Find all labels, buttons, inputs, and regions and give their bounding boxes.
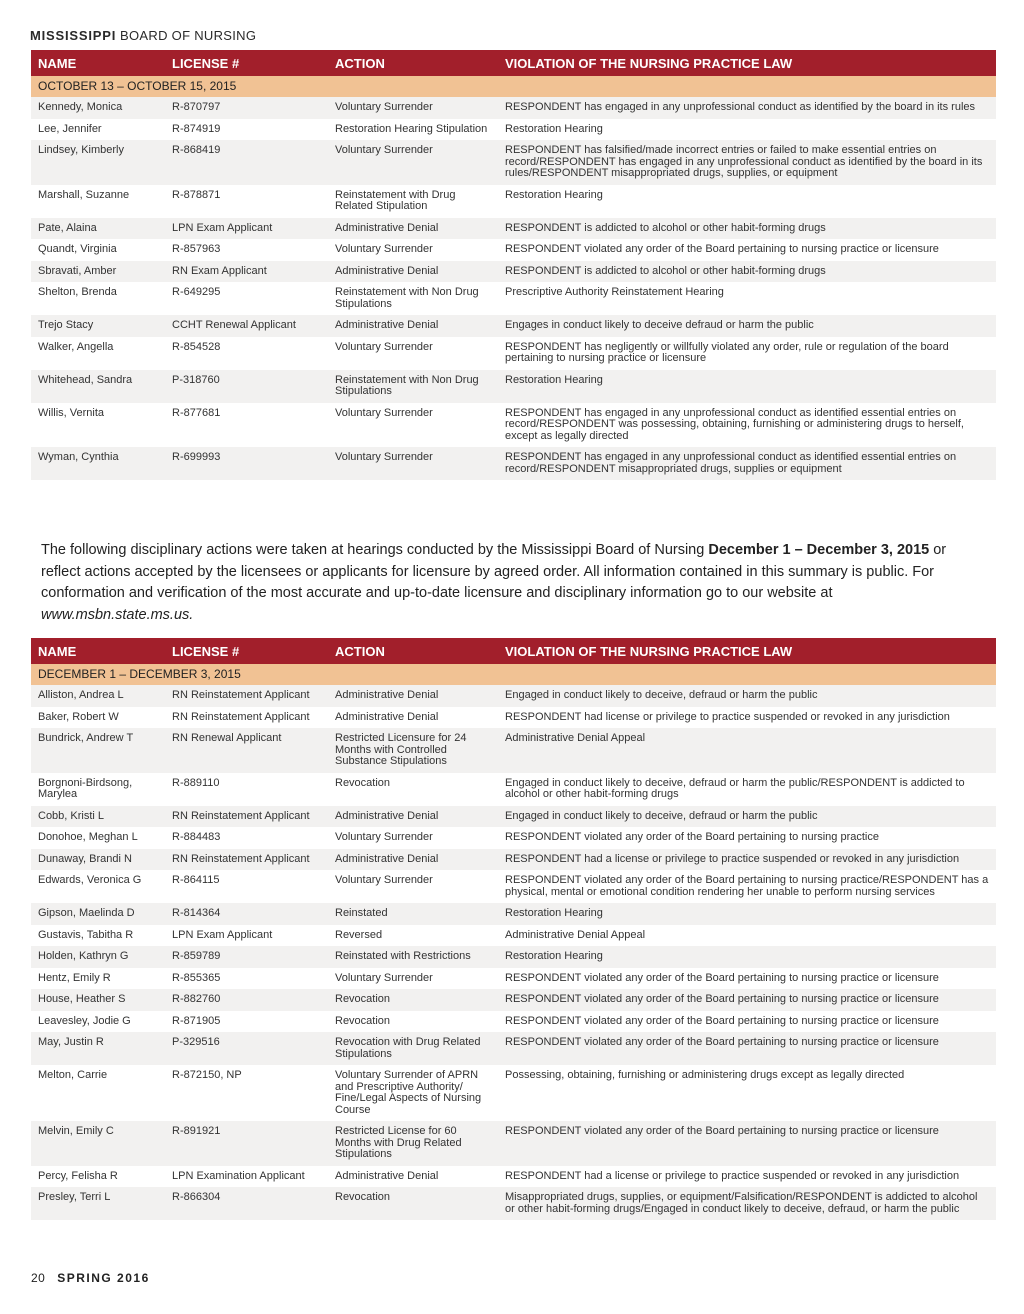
cell-name: Dunaway, Brandi N bbox=[31, 849, 165, 871]
cell-name: Whitehead, Sandra bbox=[31, 370, 165, 403]
cell-violation: Restoration Hearing bbox=[498, 903, 996, 925]
cell-name: Shelton, Brenda bbox=[31, 282, 165, 315]
section-date-range: OCTOBER 13 – OCTOBER 15, 2015 bbox=[31, 76, 996, 97]
cell-license: RN Exam Applicant bbox=[165, 261, 328, 283]
cell-license: R-699993 bbox=[165, 447, 328, 480]
cell-action: Administrative Denial bbox=[328, 261, 498, 283]
table-row bbox=[31, 1032, 996, 1065]
cell-action: Reversed bbox=[328, 925, 498, 947]
cell-license: R-864115 bbox=[165, 870, 328, 903]
cell-name: Trejo Stacy bbox=[31, 315, 165, 337]
cell-action: Revocation bbox=[328, 773, 498, 806]
cell-action: Reinstatement with Non Drug Stipulations bbox=[328, 282, 498, 315]
cell-action: Voluntary Surrender bbox=[328, 447, 498, 480]
cell-license: R-871905 bbox=[165, 1011, 328, 1033]
cell-violation: RESPONDENT violated any order of the Board pertaining to nursing practice or licensure bbox=[498, 1032, 996, 1065]
cell-action: Voluntary Surrender bbox=[328, 239, 498, 261]
table-row bbox=[31, 1166, 996, 1188]
table-row bbox=[31, 773, 996, 806]
cell-action: Restricted License for 60 Months with Drug Related Stipulations bbox=[328, 1121, 498, 1166]
cell-license: R-882760 bbox=[165, 989, 328, 1011]
cell-violation: Engaged in conduct likely to deceive, defraud or harm the public bbox=[498, 806, 996, 828]
cell-violation: Misappropriated drugs, supplies, or equipment/Falsification/RESPONDENT is addicted to alcohol or other habit-forming drugs/Engaged in conduct likely to deceive, defraud, or harm the public bbox=[498, 1187, 996, 1220]
column-header-license: LICENSE # bbox=[165, 638, 328, 664]
cell-action: Restricted Licensure for 24 Months with Controlled Substance Stipulations bbox=[328, 728, 498, 773]
cell-name: Walker, Angella bbox=[31, 337, 165, 370]
table-header-row bbox=[31, 638, 996, 664]
cell-name: Cobb, Kristi L bbox=[31, 806, 165, 828]
cell-action: Administrative Denial bbox=[328, 1166, 498, 1188]
cell-violation: RESPONDENT had license or privilege to practice suspended or revoked in any jurisdiction bbox=[498, 707, 996, 729]
cell-license: R-649295 bbox=[165, 282, 328, 315]
cell-license: R-884483 bbox=[165, 827, 328, 849]
cell-license: R-868419 bbox=[165, 140, 328, 185]
cell-action: Reinstated with Restrictions bbox=[328, 946, 498, 968]
cell-action: Voluntary Surrender bbox=[328, 337, 498, 370]
table-row bbox=[31, 806, 996, 828]
cell-action: Reinstatement with Drug Related Stipulation bbox=[328, 185, 498, 218]
cell-name: Lee, Jennifer bbox=[31, 119, 165, 141]
intro-website-link[interactable]: www.msbn.state.ms.us. bbox=[41, 606, 194, 623]
cell-violation: Restoration Hearing bbox=[498, 119, 996, 141]
cell-name: May, Justin R bbox=[31, 1032, 165, 1065]
table-row bbox=[31, 239, 996, 261]
table-row bbox=[31, 337, 996, 370]
cell-name: Leavesley, Jodie G bbox=[31, 1011, 165, 1033]
cell-name: Gipson, Maelinda D bbox=[31, 903, 165, 925]
cell-name: Kennedy, Monica bbox=[31, 97, 165, 119]
cell-name: Melvin, Emily C bbox=[31, 1121, 165, 1166]
cell-violation: Engages in conduct likely to deceive defraud or harm the public bbox=[498, 315, 996, 337]
cell-action: Voluntary Surrender bbox=[328, 870, 498, 903]
cell-name: Edwards, Veronica G bbox=[31, 870, 165, 903]
cell-license: LPN Examination Applicant bbox=[165, 1166, 328, 1188]
table-row bbox=[31, 315, 996, 337]
cell-action: Revocation bbox=[328, 1011, 498, 1033]
table-row bbox=[31, 447, 996, 480]
table-row bbox=[31, 849, 996, 871]
cell-action: Administrative Denial bbox=[328, 685, 498, 707]
cell-name: Presley, Terri L bbox=[31, 1187, 165, 1220]
cell-license: R-855365 bbox=[165, 968, 328, 990]
intro-paragraph bbox=[41, 540, 981, 626]
table-row bbox=[31, 140, 996, 185]
table-row bbox=[31, 989, 996, 1011]
cell-action: Voluntary Surrender of APRN and Prescriptive Authority/ Fine/Legal Aspects of Nursing Course bbox=[328, 1065, 498, 1121]
table-row bbox=[31, 1011, 996, 1033]
cell-license: RN Renewal Applicant bbox=[165, 728, 328, 773]
cell-license: LPN Exam Applicant bbox=[165, 925, 328, 947]
cell-action: Voluntary Surrender bbox=[328, 827, 498, 849]
cell-name: Donohoe, Meghan L bbox=[31, 827, 165, 849]
table-row bbox=[31, 685, 996, 707]
cell-license: R-889110 bbox=[165, 773, 328, 806]
cell-violation: Possessing, obtaining, furnishing or administering drugs except as legally directed bbox=[498, 1065, 996, 1121]
cell-violation: RESPONDENT is addicted to alcohol or other habit-forming drugs bbox=[498, 218, 996, 240]
cell-violation: Prescriptive Authority Reinstatement Hearing bbox=[498, 282, 996, 315]
table-header-row bbox=[31, 50, 996, 76]
cell-name: Quandt, Virginia bbox=[31, 239, 165, 261]
table-row bbox=[31, 1065, 996, 1121]
cell-violation: RESPONDENT has engaged in any unprofessional conduct as identified essential entries on record/RESPONDENT misappropriated drugs, supplies or equipment bbox=[498, 447, 996, 480]
column-header-action: ACTION bbox=[328, 638, 498, 664]
cell-action: Administrative Denial bbox=[328, 707, 498, 729]
cell-name: Alliston, Andrea L bbox=[31, 685, 165, 707]
cell-license: RN Reinstatement Applicant bbox=[165, 685, 328, 707]
cell-violation: Restoration Hearing bbox=[498, 370, 996, 403]
cell-name: Melton, Carrie bbox=[31, 1065, 165, 1121]
table-row bbox=[31, 218, 996, 240]
cell-violation: RESPONDENT had a license or privilege to practice suspended or revoked in any jurisdiction bbox=[498, 1166, 996, 1188]
cell-license: P-329516 bbox=[165, 1032, 328, 1065]
cell-name: Sbravati, Amber bbox=[31, 261, 165, 283]
cell-license: R-854528 bbox=[165, 337, 328, 370]
cell-violation: Engaged in conduct likely to deceive, defraud or harm the public bbox=[498, 685, 996, 707]
table-row bbox=[31, 1187, 996, 1220]
cell-violation: RESPONDENT has negligently or willfully violated any order, rule or regulation of the board pertaining to nursing practice or licensure bbox=[498, 337, 996, 370]
cell-violation: RESPONDENT has engaged in any unprofessional conduct as identified by the board in its rules bbox=[498, 97, 996, 119]
section-header-row bbox=[31, 664, 996, 685]
cell-name: Bundrick, Andrew T bbox=[31, 728, 165, 773]
cell-action: Administrative Denial bbox=[328, 218, 498, 240]
masthead bbox=[30, 28, 256, 43]
issue-name: SPRING 2016 bbox=[57, 1271, 150, 1285]
cell-action: Voluntary Surrender bbox=[328, 97, 498, 119]
cell-license: CCHT Renewal Applicant bbox=[165, 315, 328, 337]
cell-name: Percy, Felisha R bbox=[31, 1166, 165, 1188]
cell-violation: RESPONDENT violated any order of the Board pertaining to nursing practice or licensure bbox=[498, 989, 996, 1011]
cell-license: RN Reinstatement Applicant bbox=[165, 707, 328, 729]
cell-violation: RESPONDENT violated any order of the Board pertaining to nursing practice or licensure bbox=[498, 1011, 996, 1033]
cell-license: R-870797 bbox=[165, 97, 328, 119]
table-row bbox=[31, 97, 996, 119]
table-row bbox=[31, 261, 996, 283]
table-row bbox=[31, 185, 996, 218]
column-header-name: NAME bbox=[31, 50, 165, 76]
cell-action: Administrative Denial bbox=[328, 806, 498, 828]
cell-license: RN Reinstatement Applicant bbox=[165, 806, 328, 828]
table-row bbox=[31, 946, 996, 968]
cell-action: Voluntary Surrender bbox=[328, 968, 498, 990]
cell-violation: RESPONDENT had a license or privilege to practice suspended or revoked in any jurisdiction bbox=[498, 849, 996, 871]
table-row bbox=[31, 370, 996, 403]
masthead-board: BOARD OF NURSING bbox=[120, 28, 257, 43]
cell-action: Administrative Denial bbox=[328, 849, 498, 871]
table-row bbox=[31, 119, 996, 141]
cell-action: Revocation bbox=[328, 989, 498, 1011]
cell-violation: RESPONDENT has falsified/made incorrect entries or failed to make essential entries on record/RESPONDENT has engaged in any unprofessional conduct as identified by the board in its rules/RESPONDENT misappropriated drugs, supplies, or equipment bbox=[498, 140, 996, 185]
table-row bbox=[31, 403, 996, 448]
table-row bbox=[31, 925, 996, 947]
cell-license: R-878871 bbox=[165, 185, 328, 218]
section-date-range: DECEMBER 1 – DECEMBER 3, 2015 bbox=[31, 664, 996, 685]
cell-action: Revocation with Drug Related Stipulations bbox=[328, 1032, 498, 1065]
cell-action: Voluntary Surrender bbox=[328, 403, 498, 448]
cell-violation: RESPONDENT violated any order of the Board pertaining to nursing practice bbox=[498, 827, 996, 849]
cell-license: R-891921 bbox=[165, 1121, 328, 1166]
cell-violation: RESPONDENT violated any order of the Board pertaining to nursing practice or licensure bbox=[498, 1121, 996, 1166]
cell-name: Holden, Kathryn G bbox=[31, 946, 165, 968]
cell-license: R-872150, NP bbox=[165, 1065, 328, 1121]
cell-violation: RESPONDENT is addicted to alcohol or other habit-forming drugs bbox=[498, 261, 996, 283]
cell-action: Voluntary Surrender bbox=[328, 140, 498, 185]
table-row bbox=[31, 282, 996, 315]
cell-violation: Restoration Hearing bbox=[498, 185, 996, 218]
table-row bbox=[31, 870, 996, 903]
cell-license: R-859789 bbox=[165, 946, 328, 968]
cell-action: Reinstated bbox=[328, 903, 498, 925]
december-disciplinary-table bbox=[31, 638, 996, 1220]
table-row bbox=[31, 827, 996, 849]
cell-violation: Engaged in conduct likely to deceive, defraud or harm the public/RESPONDENT is addicted to alcohol or other habit-forming drugs bbox=[498, 773, 996, 806]
cell-violation: RESPONDENT violated any order of the Board pertaining to nursing practice or licensure bbox=[498, 968, 996, 990]
cell-name: Gustavis, Tabitha R bbox=[31, 925, 165, 947]
section-header-row bbox=[31, 76, 996, 97]
cell-violation: Administrative Denial Appeal bbox=[498, 728, 996, 773]
table-row bbox=[31, 728, 996, 773]
cell-license: P-318760 bbox=[165, 370, 328, 403]
intro-text-part1: The following disciplinary actions were taken at hearings conducted by the Mississippi Board of Nursing bbox=[41, 542, 709, 558]
cell-action: Administrative Denial bbox=[328, 315, 498, 337]
cell-name: Lindsey, Kimberly bbox=[31, 140, 165, 185]
column-header-action: ACTION bbox=[328, 50, 498, 76]
column-header-license: LICENSE # bbox=[165, 50, 328, 76]
cell-license: LPN Exam Applicant bbox=[165, 218, 328, 240]
cell-name: Pate, Alaina bbox=[31, 218, 165, 240]
intro-text-part2: or reflect actions accepted by the licensees or applicants for licensure by agreed order. All information contained in this summary is public. For conformation and verification of the most accurate and up-to-date licensure and disciplinary information go to our website at bbox=[41, 542, 947, 601]
column-header-violation: VIOLATION OF THE NURSING PRACTICE LAW bbox=[498, 638, 996, 664]
cell-name: Marshall, Suzanne bbox=[31, 185, 165, 218]
cell-license: R-814364 bbox=[165, 903, 328, 925]
column-header-name: NAME bbox=[31, 638, 165, 664]
cell-license: RN Reinstatement Applicant bbox=[165, 849, 328, 871]
cell-violation: RESPONDENT violated any order of the Board pertaining to nursing practice/RESPONDENT has a physical, mental or emotional condition rendering her unable to perform nursing services bbox=[498, 870, 996, 903]
cell-license: R-866304 bbox=[165, 1187, 328, 1220]
cell-license: R-874919 bbox=[165, 119, 328, 141]
cell-action: Reinstatement with Non Drug Stipulations bbox=[328, 370, 498, 403]
cell-action: Restoration Hearing Stipulation bbox=[328, 119, 498, 141]
table-row bbox=[31, 707, 996, 729]
column-header-violation: VIOLATION OF THE NURSING PRACTICE LAW bbox=[498, 50, 996, 76]
cell-violation: RESPONDENT has engaged in any unprofessional conduct as identified essential entries on record/RESPONDENT was possessing, obtaining, furnishing or administering drugs to herself, except as legally directed bbox=[498, 403, 996, 448]
cell-license: R-857963 bbox=[165, 239, 328, 261]
cell-name: House, Heather S bbox=[31, 989, 165, 1011]
intro-hearing-dates: December 1 – December 3, 2015 bbox=[708, 542, 930, 558]
cell-action: Revocation bbox=[328, 1187, 498, 1220]
masthead-state: MISSISSIPPI bbox=[30, 28, 117, 43]
cell-name: Borgnoni-Birdsong, Marylea bbox=[31, 773, 165, 806]
page-footer bbox=[31, 1271, 150, 1285]
october-disciplinary-table bbox=[31, 50, 996, 480]
cell-violation: Restoration Hearing bbox=[498, 946, 996, 968]
cell-violation: RESPONDENT violated any order of the Board pertaining to nursing practice or licensure bbox=[498, 239, 996, 261]
cell-violation: Administrative Denial Appeal bbox=[498, 925, 996, 947]
page-number: 20 bbox=[31, 1271, 46, 1285]
cell-name: Hentz, Emily R bbox=[31, 968, 165, 990]
cell-name: Wyman, Cynthia bbox=[31, 447, 165, 480]
table-row bbox=[31, 968, 996, 990]
table-row bbox=[31, 1121, 996, 1166]
cell-name: Willis, Vernita bbox=[31, 403, 165, 448]
cell-name: Baker, Robert W bbox=[31, 707, 165, 729]
cell-license: R-877681 bbox=[165, 403, 328, 448]
table-row bbox=[31, 903, 996, 925]
